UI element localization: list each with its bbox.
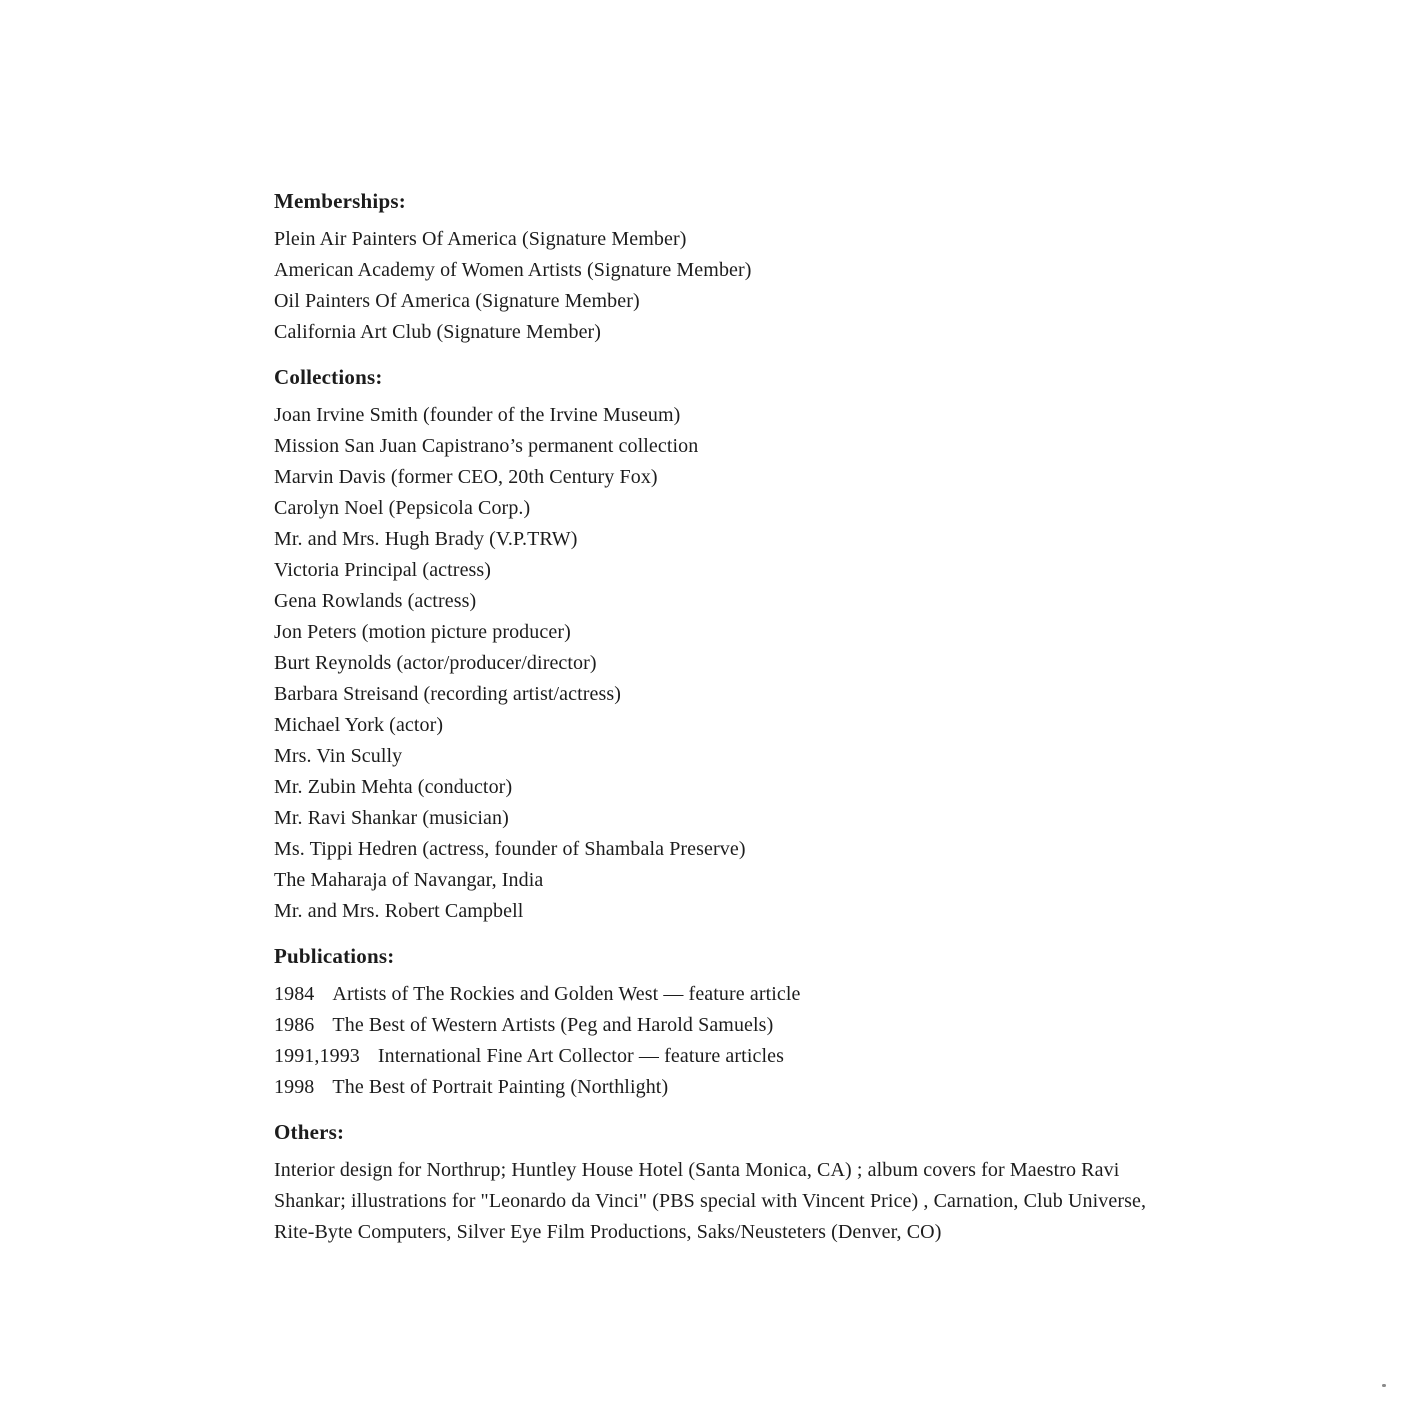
publication-title: The Best of Western Artists (Peg and Harold Samuels) [332,1014,774,1036]
collection-item: The Maharaja of Navangar, India [274,869,544,891]
membership-item: California Art Club (Signature Member) [274,321,602,343]
collection-item: Victoria Principal (actress) [274,559,492,581]
collection-item: Marvin Davis (former CEO, 20th Century Fox) [274,466,658,488]
publication-year: 1984 [274,983,315,1005]
publication-item [274,979,1174,1010]
resume-page [274,188,1174,1264]
collections-list [274,400,1174,927]
collection-item: Jon Peters (motion picture producer) [274,621,571,643]
collections-heading: Collections: [274,365,383,389]
publication-item [274,1072,1174,1103]
collection-item: Barbara Streisand (recording artist/actress) [274,683,622,705]
collection-item: Carolyn Noel (Pepsicola Corp.) [274,497,531,519]
publication-item [274,1041,1174,1072]
publication-title: International Fine Art Collector — feature articles [377,1045,784,1067]
collection-item: Mr. and Mrs. Hugh Brady (V.P.TRW) [274,528,578,550]
memberships-section [274,188,1174,348]
memberships-heading: Memberships: [274,189,406,213]
collection-item: Michael York (actor) [274,714,444,736]
collection-item: Mission San Juan Capistrano’s permanent collection [274,435,699,457]
membership-item: Oil Painters Of America (Signature Member) [274,290,640,312]
publication-year: 1991,1993 [274,1045,360,1067]
collection-item: Ms. Tippi Hedren (actress, founder of Shambala Preserve) [274,838,746,860]
publication-title: Artists of The Rockies and Golden West — feature article [332,983,801,1005]
paper-speck [1382,1384,1386,1387]
publication-item [274,1010,1174,1041]
collection-item: Mrs. Vin Scully [274,745,403,767]
membership-item: American Academy of Women Artists (Signature Member) [274,259,752,281]
others-heading: Others: [274,1120,345,1144]
others-section [274,1119,1174,1248]
collection-item: Mr. Zubin Mehta (conductor) [274,776,513,798]
publications-section [274,943,1174,1103]
collection-item: Burt Reynolds (actor/producer/director) [274,652,597,674]
collection-item: Mr. Ravi Shankar (musician) [274,807,509,829]
publication-title: The Best of Portrait Painting (Northlight) [332,1076,669,1098]
collection-item: Mr. and Mrs. Robert Campbell [274,900,524,922]
publications-list [274,979,1174,1103]
publication-year: 1998 [274,1076,315,1098]
memberships-list [274,224,1174,348]
publications-heading: Publications: [274,944,395,968]
collection-item: Gena Rowlands (actress) [274,590,477,612]
collection-item: Joan Irvine Smith (founder of the Irvine Museum) [274,404,681,426]
membership-item: Plein Air Painters Of America (Signature Member) [274,228,687,250]
others-paragraph: Interior design for Northrup; Huntley House Hotel (Santa Monica, CA) ; album covers for Maestro Ravi Shankar; illustrations for "Leonardo da Vinci" (PBS special with Vincent Price) , Carnation, Club Universe, Rite-Byte Computers, Silver Eye Film Productions, Saks/Neusteters (Denver, CO) [274,1159,1147,1243]
publication-year: 1986 [274,1014,315,1036]
collections-section [274,364,1174,927]
